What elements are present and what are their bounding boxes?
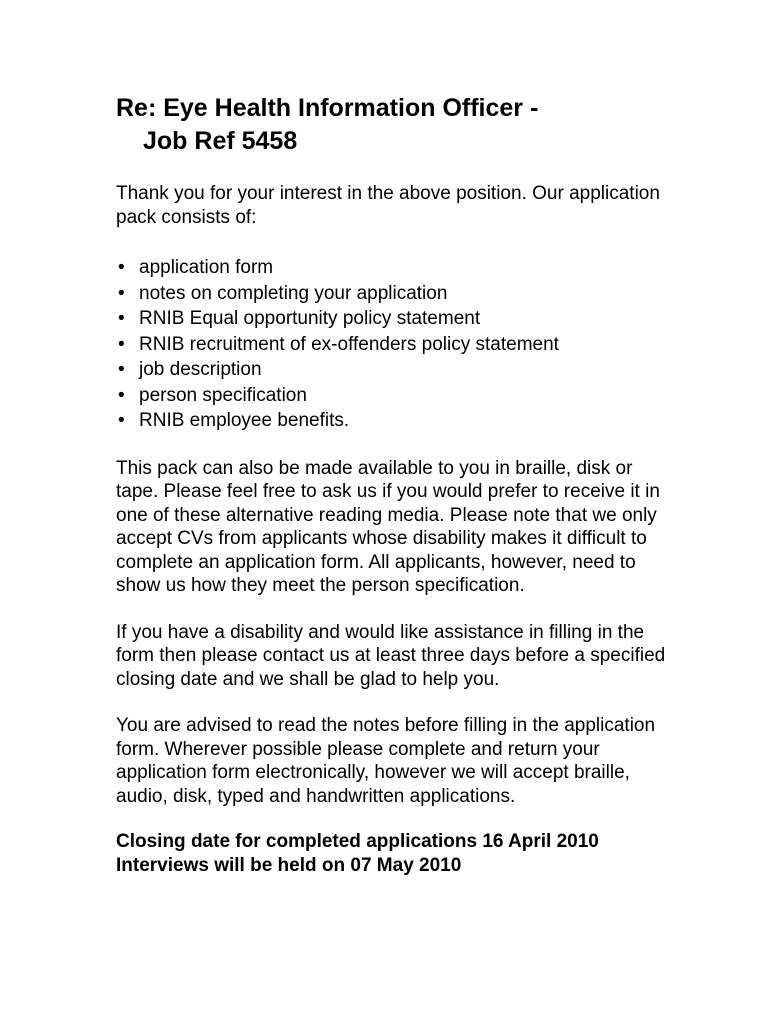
pack-contents-list [116,255,676,434]
assistance-paragraph: If you have a disability and would like assistance in filling in the form then please contact us at least three days before a specified closing date and we shall be glad to help you. [116,621,666,690]
letter-heading [116,92,676,158]
bullet-icon: • [118,308,125,329]
list-item-text: RNIB recruitment of ex-offenders policy statement [139,333,559,355]
bullet-icon: • [118,282,125,304]
intro-paragraph: Thank you for your interest in the above position. Our application pack consists of: [116,183,660,228]
bullet-icon: • [118,410,125,431]
list-item-text: RNIB employee benefits. [139,410,350,431]
alternative-formats-paragraph: This pack can also be made available to you in braille, disk or tape. Please feel free to ask us if you would prefer to receive it in one of these alternative reading media. Please note that we only accept CVs from applicants whose disability makes it difficult to complete an application form. All applicants, however, need to show us how they meet the person specification. [116,457,660,596]
list-item-text: notes on completing your application [139,282,448,304]
list-item [116,281,676,307]
closing-dates [116,830,676,878]
list-item-text: RNIB Equal opportunity policy statement [139,308,481,329]
list-item-text: person specification [139,384,307,406]
bullet-icon: • [118,359,125,380]
list-item [116,332,676,358]
letter-page [116,92,676,878]
closing-date-line: Closing date for completed applications 16 April 2010 [116,831,599,852]
list-item [116,408,676,434]
list-item [116,383,676,409]
list-item-text: job description [139,359,262,380]
list-item-text: application form [139,257,274,278]
application-notes-paragraph: You are advised to read the notes before filling in the application form. Wherever possible please complete and return your application form electronically, however we will accept braille, audio, disk, typed and handwritten applications. [116,715,656,807]
heading-line-1: Re: Eye Health Information Officer - [116,94,539,122]
interview-date-line: Interviews will be held on 07 May 2010 [116,855,462,876]
list-item [116,255,676,281]
heading-line-2: Job Ref 5458 [143,127,298,155]
bullet-icon: • [118,384,125,406]
bullet-icon: • [118,333,125,355]
list-item [116,306,676,332]
list-item [116,357,676,383]
bullet-icon: • [118,257,125,278]
